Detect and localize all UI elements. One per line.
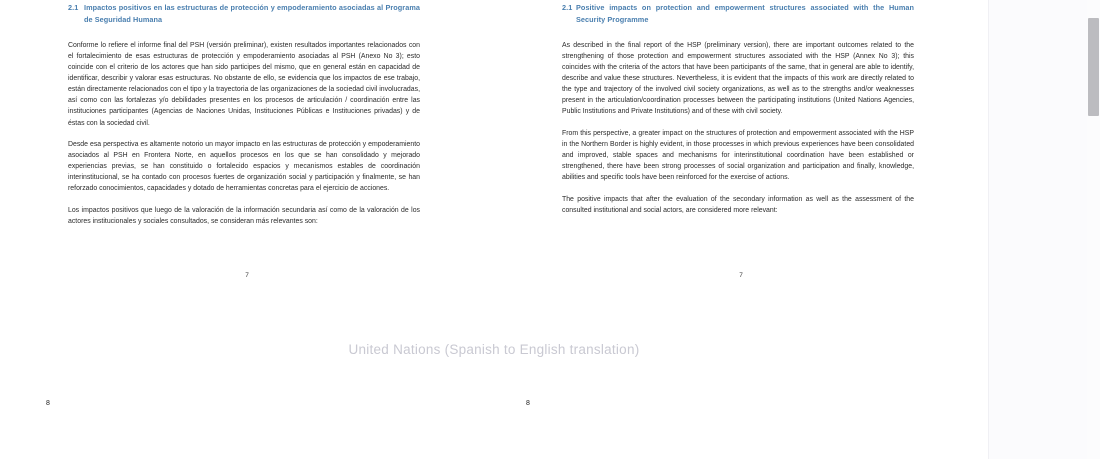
page-content-english bbox=[562, 0, 914, 216]
section-title: Impactos positivos en las estructuras de protección y empoderamiento asociadas al Programa de Seguridad Humana bbox=[84, 3, 420, 24]
paragraph: Conforme lo refiere el informe final del PSH (versión preliminar), existen resultados importantes relacionados con el fortalecimiento de esas estructuras de protección y empoderamiento asociadas al PSH (Anexo No 3); esto coincide con el criterio de los actores que han sido participes del mismo, que en general están en capacidad de identificar, describir y valorar esas estructuras. No obstante de ello, se evidencia que los impactos de ese trabajo, están directamente relacionados con el tipo y la trayectoria de las organizaciones de la sociedad civil involucradas, así como con las fortalezas y/o debilidades presentes en los procesos de articulación / coordinación entre las instituciones participantes (Agencias de Naciones Unidas, Instituciones Públicas e Instituciones privadas) y de éstas con la sociedad civil. bbox=[68, 42, 420, 127]
page-number-indicator-right: 8 bbox=[526, 400, 530, 407]
paragraph: Desde esa perspectiva es altamente notorio un mayor impacto en las estructuras de protección y empoderamiento asociados al PSH en Frontera Norte, en aquellos procesos en los que se han consolidado y mejorado experiencias previas, se han constituido o fortalecido espacios y mecanismos estables de coordinación interinstitucional, se ha contado con procesos fuertes de organización social y participación y finalmente, se han reforzado conocimientos, capacidades y dotado de herramientas concretas para el ejercicio de acciones. bbox=[68, 141, 420, 193]
page-number-indicator-left: 8 bbox=[46, 400, 50, 407]
translation-watermark: United Nations (Spanish to English translation) bbox=[348, 342, 640, 357]
section-heading-english bbox=[562, 0, 914, 25]
document-page-spanish[interactable] bbox=[0, 0, 494, 459]
paragraph: As described in the final report of the HSP (preliminary version), there are important outcomes related to the strengthening of those protection and empowerment structures associated with the HSP (Annex No 3); this coincides with the criteria of the actors that have been participants of the same, that in general are able to identify, describe and value these structures. Nevertheless, it is evident that the impacts of this work are directly related to the type and trajectory of the involved civil society organizations, as well as to the strengths and/or weaknesses present in the articulation/coordination processes between the participating institutions (United Nations Agencies, Public Institutions and Private Institutions) and of these with civil society. bbox=[562, 42, 914, 116]
section-number: 2.1 bbox=[562, 3, 573, 12]
section-title: Positive impacts on protection and empowerment structures associated with the Human Security Programme bbox=[576, 3, 914, 24]
section-number: 2.1 bbox=[68, 3, 79, 12]
paragraph: The positive impacts that after the evaluation of the secondary information as well as the assessment of the consulted institutional and social actors, are considered more relevant: bbox=[562, 195, 914, 214]
page-footer-number: 7 bbox=[739, 272, 743, 279]
document-page-english[interactable] bbox=[494, 0, 988, 459]
paragraph: Los impactos positivos que luego de la valoración de la información secundaria así como de la valoración de los actores institucionales y sociales consultados, se consideran más relevantes son: bbox=[68, 206, 420, 225]
paragraph: From this perspective, a greater impact on the structures of protection and empowerment associated with the HSP in the Northern Border is highly evident, in those processes in which previous experiences have been consolidated and improved, stable spaces and mechanisms for interinstitutional coordination have been established or strengthened, there have been strong processes of social organization and participation and finally, knowledge, abilities and specific tools have been reinforced for the exercise of actions. bbox=[562, 130, 914, 182]
scrollbar-thumb[interactable] bbox=[1088, 18, 1099, 116]
page-footer-number: 7 bbox=[245, 272, 249, 279]
right-gutter bbox=[988, 0, 1100, 459]
vertical-scrollbar[interactable] bbox=[1087, 0, 1100, 459]
page-content-spanish bbox=[68, 0, 420, 227]
section-heading-spanish bbox=[68, 0, 420, 25]
